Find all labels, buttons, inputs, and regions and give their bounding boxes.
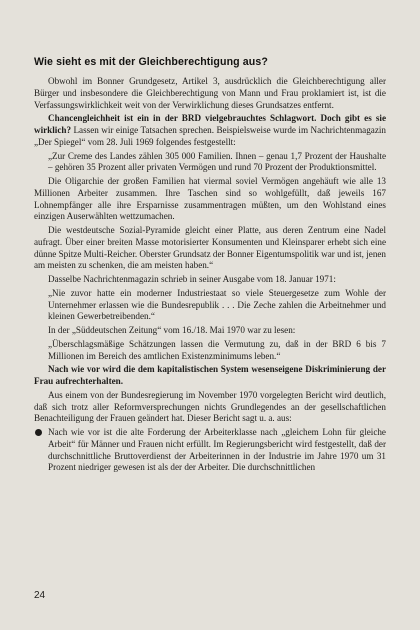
bold-statement-diskriminierung: Nach wie vor wird die dem kapitalistischen System wesenseigene Diskriminierung der Frau aufrechterhalten.: [34, 364, 386, 386]
paragraph-chancengleichheit: [34, 113, 386, 148]
bullet-item-lohn: [48, 427, 386, 474]
bullet-dot-icon: [35, 429, 42, 436]
paragraph-chancengleichheit-text: Lassen wir einige Tatsachen sprechen. Beispielsweise wurde im Nachrichtenmagazin „Der Spiegel“ vom 28. Juli 1969 folgendes festgestellt:: [34, 125, 386, 147]
paragraph-bericht: Aus einem von der Bundesregierung im November 1970 vorgelegten Bericht wird deutlich, daß sich trotz aller Reformversprechungen nichts Grundlegendes an der gesellschaftlichen Benachteiligung der Frauen geändert hat. Dieser Bericht sagt u. a. aus:: [34, 389, 386, 424]
quote-spiegel-1971: „Nie zuvor hatte ein moderner Industriestaat so viele Steuergesetze zum Wohle der Unternehmer erlassen wie die Bundesrepublik . . . Die Zeche zahlen die Arbeitnehmer und kleinen Gewerbetreibenden.“: [48, 287, 386, 322]
paragraph-sueddeutsche: In der „Süddeutschen Zeitung“ vom 16./18. Mai 1970 war zu lesen:: [48, 325, 296, 335]
paragraph-intro: Obwohl im Bonner Grundgesetz, Artikel 3, ausdrücklich die Gleichberechtigung aller Bürger und insbesondere die Gleichberechtigung von Mann und Frau proklamiert ist, ist die Verfassungswirklichkeit weit von der Verwirklichung dieses Grundsatzes entfernt.: [34, 76, 386, 110]
page-number: 24: [34, 590, 46, 601]
section-heading: Wie sieht es mit der Gleichberechtigung aus?: [34, 56, 268, 68]
paragraph-spiegel-1971: Dasselbe Nachrichtenmagazin schrieb in seiner Ausgabe vom 18. Januar 1971:: [48, 274, 336, 284]
bullet-item-lohn-text: Nach wie vor ist die alte Forderung der Arbeiterklasse nach „gleichem Lohn für gleiche Arbeit“ für Männer und Frauen nicht erfüllt. Im Regierungsbericht wird festgestellt, daß der durchschnittliche Bruttoverdienst der Arbeiterinnen in der Industrie im Jahre 1970 um 31 Prozent niedriger gewesen ist als der der Arbeiter. Die durchschnittlichen: [48, 427, 386, 473]
quote-spiegel-1: „Zur Creme des Landes zählen 305 000 Familien. Ihnen – genau 1,7 Prozent der Haushalte – gehören 35 Prozent aller privaten Vermögen und rund 70 Prozent der Produktionsmittel.: [48, 150, 386, 173]
quote-sueddeutsche: „Überschlagsmäßige Schätzungen lassen die Vermutung zu, daß in der BRD 6 bis 7 Millionen im Bereich des amtlichen Existenzminimums leben.“: [48, 338, 386, 361]
quote-spiegel-2: Die Oligarchie der großen Familien hat viermal soviel Vermögen angehäuft wie alle 13 Millionen Arbeiter zusammen. Ihre Taschen sind so wohlgefüllt, daß jeweils 167 Lohnempfänger alle ihre Ersparnisse zusammentragen müßten, um den Wohlstand eines einzigen Auserwählten wettzumachen.: [34, 176, 386, 222]
bold-lead-chancengleichheit: Chancengleichheit ist ein in der BRD vielgebrauchtes Schlagwort. Doch gibt es sie wirklich?: [34, 113, 386, 135]
quote-spiegel-3: Die westdeutsche Sozial-Pyramide gleicht einer Platte, aus deren Zentrum eine Nadel aufragt. Über einer breiten Masse motorisierter Konsumenten und Kleinsparer erhebt sich eine dünne Spitze Multi-Reicher. Oberster Grundsatz der Bonner Eigentumspolitik war und ist, jenen am meisten zu schenken, die am meisten haben.“: [34, 225, 386, 271]
page-body: [34, 56, 386, 476]
